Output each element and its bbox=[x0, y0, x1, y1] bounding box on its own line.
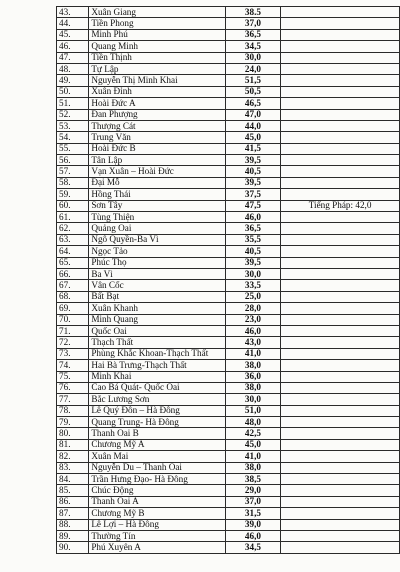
score-note bbox=[281, 246, 400, 257]
row-number: 70. bbox=[57, 314, 89, 325]
admission-score: 46,0 bbox=[225, 212, 281, 223]
score-table-body bbox=[57, 7, 400, 554]
score-note bbox=[281, 109, 400, 120]
score-note bbox=[281, 177, 400, 188]
row-number: 72. bbox=[57, 337, 89, 348]
score-note bbox=[281, 291, 400, 302]
admission-score: 46,0 bbox=[225, 530, 281, 541]
row-number: 49. bbox=[57, 75, 89, 86]
table-row bbox=[57, 52, 400, 63]
admission-score: 24,0 bbox=[225, 63, 281, 74]
admission-score: 44,0 bbox=[225, 120, 281, 131]
table-row bbox=[57, 291, 400, 302]
table-row bbox=[57, 257, 400, 268]
table-row bbox=[57, 177, 400, 188]
table-row bbox=[57, 371, 400, 382]
row-number: 59. bbox=[57, 189, 89, 200]
row-number: 50. bbox=[57, 86, 89, 97]
score-note bbox=[281, 18, 400, 29]
score-note: Tiếng Pháp: 42,0 bbox=[281, 200, 400, 211]
school-name: Thường Tín bbox=[89, 530, 225, 541]
row-number: 87. bbox=[57, 508, 89, 519]
school-name: Hồng Thái bbox=[89, 189, 225, 200]
school-name: Tùng Thiện bbox=[89, 212, 225, 223]
row-number: 69. bbox=[57, 303, 89, 314]
admission-score: 41,0 bbox=[225, 451, 281, 462]
row-number: 52. bbox=[57, 109, 89, 120]
row-number: 81. bbox=[57, 439, 89, 450]
school-name: Hoài Đức A bbox=[89, 98, 225, 109]
score-note bbox=[281, 303, 400, 314]
score-note bbox=[281, 268, 400, 279]
table-row bbox=[57, 462, 400, 473]
school-name: Nguyễn Thị Minh Khai bbox=[89, 75, 225, 86]
admission-score: 36,5 bbox=[225, 29, 281, 40]
admission-score: 39,0 bbox=[225, 519, 281, 530]
row-number: 51. bbox=[57, 98, 89, 109]
row-number: 83. bbox=[57, 462, 89, 473]
score-note bbox=[281, 474, 400, 485]
row-number: 80. bbox=[57, 428, 89, 439]
school-name: Tiền Phong bbox=[89, 18, 225, 29]
table-row bbox=[57, 530, 400, 541]
school-name: Minh Khai bbox=[89, 371, 225, 382]
school-name: Trần Hưng Đạo- Hà Đông bbox=[89, 474, 225, 485]
admission-score: 50,5 bbox=[225, 86, 281, 97]
score-note bbox=[281, 394, 400, 405]
table-row bbox=[57, 496, 400, 507]
admission-score: 36,5 bbox=[225, 223, 281, 234]
row-number: 79. bbox=[57, 417, 89, 428]
score-note bbox=[281, 132, 400, 143]
table-row bbox=[57, 508, 400, 519]
table-row bbox=[57, 360, 400, 371]
table-row bbox=[57, 132, 400, 143]
table-row bbox=[57, 348, 400, 359]
score-note bbox=[281, 417, 400, 428]
table-row bbox=[57, 394, 400, 405]
table-row bbox=[57, 63, 400, 74]
table-row bbox=[57, 120, 400, 131]
score-note bbox=[281, 462, 400, 473]
score-note bbox=[281, 98, 400, 109]
admission-score: 30,0 bbox=[225, 394, 281, 405]
score-note bbox=[281, 382, 400, 393]
admission-score: 38,0 bbox=[225, 462, 281, 473]
admission-score: 30,0 bbox=[225, 52, 281, 63]
row-number: 62. bbox=[57, 223, 89, 234]
admission-score: 31,5 bbox=[225, 508, 281, 519]
row-number: 84. bbox=[57, 474, 89, 485]
table-row bbox=[57, 166, 400, 177]
row-number: 86. bbox=[57, 496, 89, 507]
school-name: Hai Bà Trưng-Thạch Thất bbox=[89, 360, 225, 371]
school-name: Xuân Đỉnh bbox=[89, 86, 225, 97]
score-note bbox=[281, 530, 400, 541]
school-name: Chúc Động bbox=[89, 485, 225, 496]
row-number: 78. bbox=[57, 405, 89, 416]
admission-score: 37,0 bbox=[225, 18, 281, 29]
admission-score: 47,0 bbox=[225, 109, 281, 120]
school-name: Trung Văn bbox=[89, 132, 225, 143]
school-name: Chương Mỹ A bbox=[89, 439, 225, 450]
school-name: Ngô Quyền-Ba Vì bbox=[89, 234, 225, 245]
admission-score: 40,5 bbox=[225, 246, 281, 257]
row-number: 77. bbox=[57, 394, 89, 405]
school-name: Chương Mỹ B bbox=[89, 508, 225, 519]
table-row bbox=[57, 303, 400, 314]
school-name: Phúc Thọ bbox=[89, 257, 225, 268]
row-number: 82. bbox=[57, 451, 89, 462]
score-note bbox=[281, 337, 400, 348]
score-note bbox=[281, 542, 400, 553]
row-number: 89. bbox=[57, 530, 89, 541]
admission-score: 46,5 bbox=[225, 98, 281, 109]
row-number: 67. bbox=[57, 280, 89, 291]
table-row bbox=[57, 246, 400, 257]
score-note bbox=[281, 325, 400, 336]
row-number: 44. bbox=[57, 18, 89, 29]
table-row bbox=[57, 519, 400, 530]
table-row bbox=[57, 41, 400, 52]
score-note bbox=[281, 280, 400, 291]
admission-score: 51,5 bbox=[225, 75, 281, 86]
table-row bbox=[57, 451, 400, 462]
school-name: Ba Vì bbox=[89, 268, 225, 279]
admission-score: 42,5 bbox=[225, 428, 281, 439]
admission-score: 28,0 bbox=[225, 303, 281, 314]
score-note bbox=[281, 86, 400, 97]
score-note bbox=[281, 257, 400, 268]
admission-score: 39,5 bbox=[225, 257, 281, 268]
school-name: Vạn Xuân – Hoài Đức bbox=[89, 166, 225, 177]
admission-score: 34,5 bbox=[225, 542, 281, 553]
school-name: Quảng Oai bbox=[89, 223, 225, 234]
admission-score: 29,0 bbox=[225, 485, 281, 496]
row-number: 61. bbox=[57, 212, 89, 223]
school-name: Tiền Thịnh bbox=[89, 52, 225, 63]
school-name: Minh Quang bbox=[89, 314, 225, 325]
admission-score: 33,5 bbox=[225, 280, 281, 291]
admission-score: 45,0 bbox=[225, 439, 281, 450]
score-note bbox=[281, 29, 400, 40]
school-name: Xuân Khanh bbox=[89, 303, 225, 314]
row-number: 48. bbox=[57, 63, 89, 74]
school-name: Thạch Thất bbox=[89, 337, 225, 348]
score-note bbox=[281, 155, 400, 166]
table-row bbox=[57, 417, 400, 428]
school-name: Thanh Oai B bbox=[89, 428, 225, 439]
school-name: Đại Mỗ bbox=[89, 177, 225, 188]
score-note bbox=[281, 166, 400, 177]
admission-score: 39,5 bbox=[225, 155, 281, 166]
school-name: Ngọc Tảo bbox=[89, 246, 225, 257]
admission-score: 48,0 bbox=[225, 417, 281, 428]
school-name: Tân Lập bbox=[89, 155, 225, 166]
school-name: Tự Lập bbox=[89, 63, 225, 74]
admission-score: 40,5 bbox=[225, 166, 281, 177]
admission-score: 51,0 bbox=[225, 405, 281, 416]
table-row bbox=[57, 29, 400, 40]
school-name: Đan Phượng bbox=[89, 109, 225, 120]
table-row bbox=[57, 474, 400, 485]
row-number: 74. bbox=[57, 360, 89, 371]
row-number: 58. bbox=[57, 177, 89, 188]
row-number: 53. bbox=[57, 120, 89, 131]
admission-score: 41,0 bbox=[225, 348, 281, 359]
score-note bbox=[281, 63, 400, 74]
row-number: 66. bbox=[57, 268, 89, 279]
admission-score: 37,0 bbox=[225, 496, 281, 507]
table-row bbox=[57, 212, 400, 223]
row-number: 46. bbox=[57, 41, 89, 52]
admission-score: 25,0 bbox=[225, 291, 281, 302]
score-note bbox=[281, 508, 400, 519]
admission-score: 46,0 bbox=[225, 325, 281, 336]
admission-score-table bbox=[56, 6, 400, 554]
admission-score: 45,0 bbox=[225, 132, 281, 143]
admission-score: 43,0 bbox=[225, 337, 281, 348]
table-row bbox=[57, 268, 400, 279]
row-number: 85. bbox=[57, 485, 89, 496]
score-note bbox=[281, 519, 400, 530]
row-number: 71. bbox=[57, 325, 89, 336]
score-note bbox=[281, 120, 400, 131]
admission-score: 39,5 bbox=[225, 177, 281, 188]
school-name: Sơn Tây bbox=[89, 200, 225, 211]
table-row bbox=[57, 405, 400, 416]
school-name: Lê Quý Đôn – Hà Đông bbox=[89, 405, 225, 416]
school-name: Minh Phú bbox=[89, 29, 225, 40]
row-number: 43. bbox=[57, 7, 89, 18]
score-note bbox=[281, 143, 400, 154]
score-note bbox=[281, 451, 400, 462]
school-name: Phùng Khắc Khoan-Thạch Thất bbox=[89, 348, 225, 359]
school-name: Lê Lợi – Hà Đông bbox=[89, 519, 225, 530]
row-number: 88. bbox=[57, 519, 89, 530]
admission-score: 36,0 bbox=[225, 371, 281, 382]
admission-score: 35,5 bbox=[225, 234, 281, 245]
school-name: Xuân Giang bbox=[89, 7, 225, 18]
school-name: Quang Minh bbox=[89, 41, 225, 52]
row-number: 68. bbox=[57, 291, 89, 302]
table-row bbox=[57, 109, 400, 120]
school-name: Quốc Oai bbox=[89, 325, 225, 336]
row-number: 57. bbox=[57, 166, 89, 177]
school-name: Vân Cốc bbox=[89, 280, 225, 291]
row-number: 47. bbox=[57, 52, 89, 63]
table-row bbox=[57, 234, 400, 245]
score-note bbox=[281, 428, 400, 439]
score-note bbox=[281, 223, 400, 234]
table-row bbox=[57, 337, 400, 348]
row-number: 56. bbox=[57, 155, 89, 166]
score-note bbox=[281, 496, 400, 507]
score-note bbox=[281, 348, 400, 359]
score-note bbox=[281, 314, 400, 325]
score-note bbox=[281, 52, 400, 63]
school-name: Cao Bá Quát- Quốc Oai bbox=[89, 382, 225, 393]
table-row bbox=[57, 223, 400, 234]
table-row bbox=[57, 86, 400, 97]
admission-score: 37,5 bbox=[225, 189, 281, 200]
row-number: 64. bbox=[57, 246, 89, 257]
score-note bbox=[281, 234, 400, 245]
school-name: Bắc Lương Sơn bbox=[89, 394, 225, 405]
table-row bbox=[57, 382, 400, 393]
school-name: Hoài Đức B bbox=[89, 143, 225, 154]
row-number: 60. bbox=[57, 200, 89, 211]
admission-score: 23,0 bbox=[225, 314, 281, 325]
score-note bbox=[281, 75, 400, 86]
row-number: 90. bbox=[57, 542, 89, 553]
school-name: Nguyễn Du – Thanh Oai bbox=[89, 462, 225, 473]
admission-score: 38.5 bbox=[225, 7, 281, 18]
school-name: Bất Bạt bbox=[89, 291, 225, 302]
table-row bbox=[57, 189, 400, 200]
table-row bbox=[57, 542, 400, 553]
table-row bbox=[57, 75, 400, 86]
table-row bbox=[57, 155, 400, 166]
table-row bbox=[57, 325, 400, 336]
table-row bbox=[57, 18, 400, 29]
admission-score: 47,5 bbox=[225, 200, 281, 211]
row-number: 65. bbox=[57, 257, 89, 268]
school-name: Quang Trung- Hà Đông bbox=[89, 417, 225, 428]
score-note bbox=[281, 485, 400, 496]
table-row bbox=[57, 280, 400, 291]
score-note bbox=[281, 7, 400, 18]
row-number: 75. bbox=[57, 371, 89, 382]
admission-score: 38,5 bbox=[225, 474, 281, 485]
table-row bbox=[57, 485, 400, 496]
score-note bbox=[281, 405, 400, 416]
score-note bbox=[281, 41, 400, 52]
table-row bbox=[57, 439, 400, 450]
school-name: Thanh Oai A bbox=[89, 496, 225, 507]
score-note bbox=[281, 360, 400, 371]
row-number: 76. bbox=[57, 382, 89, 393]
row-number: 55. bbox=[57, 143, 89, 154]
admission-score: 38,0 bbox=[225, 382, 281, 393]
school-name: Xuân Mai bbox=[89, 451, 225, 462]
row-number: 63. bbox=[57, 234, 89, 245]
row-number: 54. bbox=[57, 132, 89, 143]
school-name: Thượng Cát bbox=[89, 120, 225, 131]
admission-score: 41,5 bbox=[225, 143, 281, 154]
row-number: 45. bbox=[57, 29, 89, 40]
row-number: 73. bbox=[57, 348, 89, 359]
score-note bbox=[281, 439, 400, 450]
score-note bbox=[281, 371, 400, 382]
school-name: Phú Xuyên A bbox=[89, 542, 225, 553]
table-row bbox=[57, 7, 400, 18]
table-row bbox=[57, 200, 400, 211]
table-row bbox=[57, 428, 400, 439]
admission-score: 30,0 bbox=[225, 268, 281, 279]
table-row bbox=[57, 143, 400, 154]
table-row bbox=[57, 98, 400, 109]
admission-score: 38,0 bbox=[225, 360, 281, 371]
table-row bbox=[57, 314, 400, 325]
score-note bbox=[281, 212, 400, 223]
admission-score: 34,5 bbox=[225, 41, 281, 52]
score-note bbox=[281, 189, 400, 200]
